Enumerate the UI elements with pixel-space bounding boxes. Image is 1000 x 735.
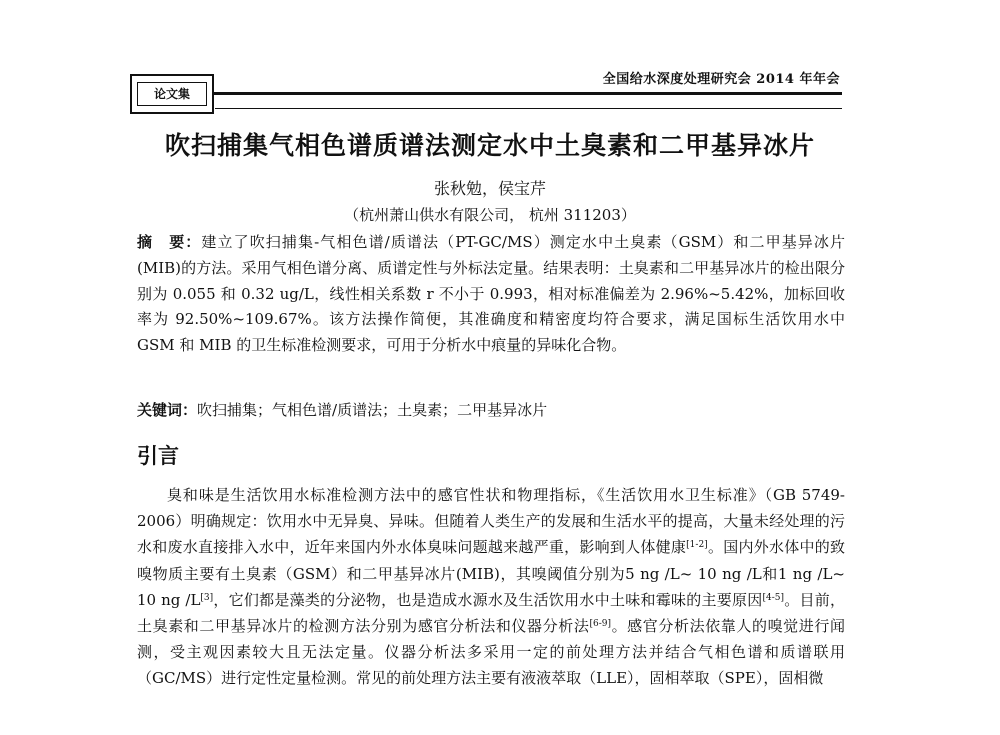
paper-title: 吹扫捕集气相色谱质谱法测定水中土臭素和二甲基异冰片 (164, 131, 815, 160)
citation: [1-2] (686, 540, 708, 551)
section-heading: 引言 (137, 444, 179, 468)
intro-paragraph (137, 482, 845, 692)
intro-text-2: 。国内外水体中的致嗅物质主要有土臭素（GSM）和二甲基异冰片(MIB)，其嗅阈值分别为5 ng /L~ 10 ng /L和1 ng /L~ 10 ng /L (137, 538, 845, 609)
intro-text-4: 。目前，土臭素和二甲基异冰片的检测方法分别为感官分析法和仪器分析法 (137, 590, 845, 636)
abstract (137, 230, 845, 359)
section-badge (130, 74, 214, 114)
intro-text-1: 臭和味是生活饮用水标准检测方法中的感官性状和物理指标，《生活饮用水卫生标准》（GB 5749-2006）明确规定：饮用水中无异臭、异味。但随着人类生产的发展和生活水平的提高，大量未经处理的污水和废水直接排入水中，近年来国内外水体臭味问题越来越严重，影响到人体健康 (137, 486, 845, 557)
abstract-label: 摘 要： (137, 233, 202, 251)
citation: [4-5] (762, 592, 784, 603)
section-badge-label: 论文集 (137, 82, 207, 106)
affiliation: （杭州萧山供水有限公司， 杭州 311203） (344, 206, 636, 224)
intro-text-3: ，它们都是藻类的分泌物，也是造成水源水及生活饮用水中土味和霉味的主要原因 (213, 590, 763, 609)
header-rule-thick (130, 92, 842, 95)
intro-text-5: 。感官分析法依靠人的嗅觉进行闻测，受主观因素较大且无法定量。仪器分析法多采用一定的前处理方法并结合气相色谱和质谱联用（GC/MS）进行定性定量检测。常见的前处理方法主要有液液萃取（LLE），固相萃取（SPE），固相微 (137, 617, 845, 688)
keywords (137, 398, 845, 422)
keywords-text: 吹扫捕集；气相色谱/质谱法；土臭素；二甲基异冰片 (197, 401, 548, 419)
keywords-label: 关键词： (137, 401, 198, 419)
citation: [6-9] (589, 619, 611, 630)
citation: [3] (200, 592, 214, 603)
conference-header: 全国给水深度处理研究会 2014 年年会 (602, 72, 840, 87)
authors: 张秋勉，侯宝芹 (433, 179, 546, 198)
header-rule-thin (215, 108, 842, 109)
abstract-text: 建立了吹扫捕集-气相色谱/质谱法（PT-GC/MS）测定水中土臭素（GSM）和二甲基异冰片(MIB)的方法。采用气相色谱分离、质谱定性与外标法定量。结果表明：土臭素和二甲基异冰片的检出限分别为 0.055 和 0.32 ug/L，线性相关系数 r 不小于 0.993，相对标准偏差为 2.96%~5.42%，加标回收率为 92.50%~109.67%。该方法操作简便，其准确度和精密度均符合要求，满足国标生活饮用水中 GSM 和 MIB 的卫生标准检测要求，可用于分析水中痕量的异味化合物。 (137, 233, 845, 355)
